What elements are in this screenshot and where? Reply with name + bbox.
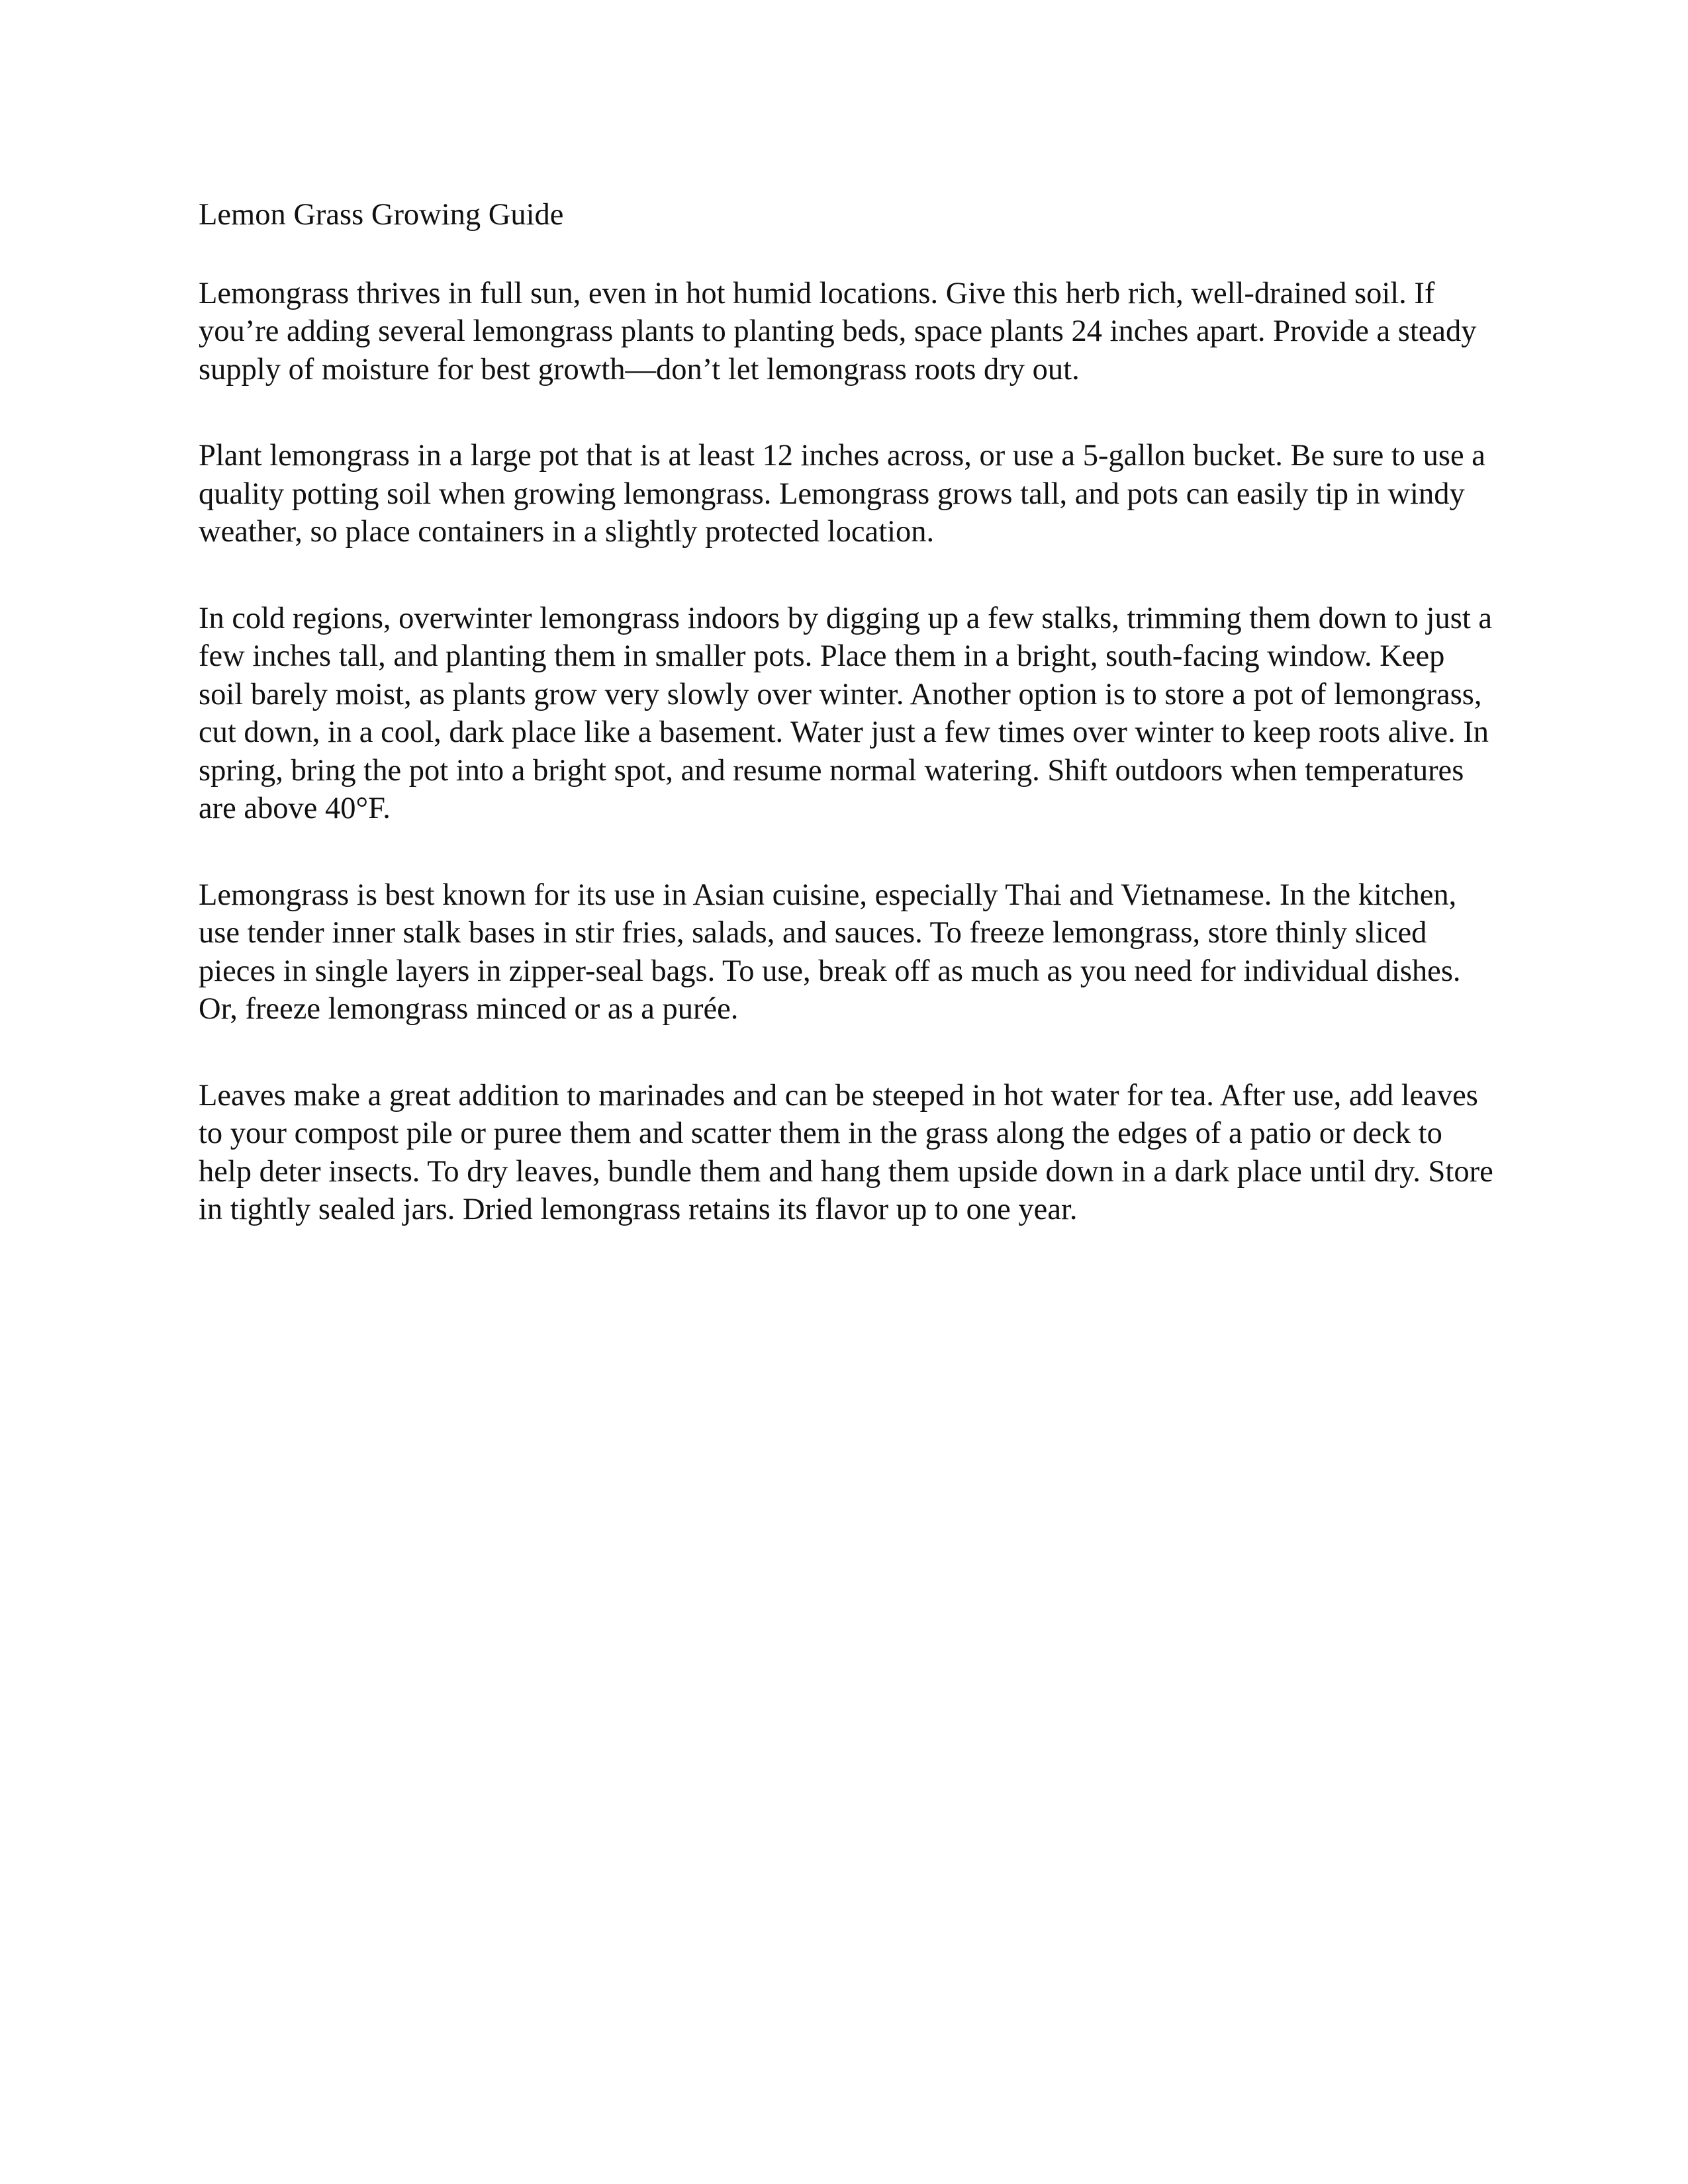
document-title: Lemon Grass Growing Guide [199,198,564,232]
paragraph-sun-and-soil: Lemongrass thrives in full sun, even in hot humid locations. Give this herb rich, well-drained soil. If you’re adding several lemongrass plants to planting beds, space plants 24 inches apart. Provide a steady supply of moisture for best growth—don’t let lemongrass roots dry out. [199,276,1477,387]
document-page [199,196,1496,1229]
paragraph-culinary-use: Lemongrass is best known for its use in Asian cuisine, especially Thai and Vietnamese. In the kitchen, use tender inner stalk bases in stir fries, salads, and sauces. To freeze lemongrass, store thinly sliced pieces in single layers in zipper-seal bags. To use, break off as much as you need for individual dishes. Or, freeze lemongrass minced or as a purée. [199,878,1461,1026]
paragraph-overwintering: In cold regions, overwinter lemongrass indoors by digging up a few stalks, trimming them down to just a few inches tall, and planting them in smaller pots. Place them in a bright, south-facing window. Keep soil barely moist, as plants grow very slowly over winter. Another option is to store a pot of lemongrass, cut down, in a cool, dark place like a basement. Water just a few times over winter to keep roots alive. In spring, bring the pot into a bright spot, and resume normal watering. Shift outdoors when temperatures are above 40°F. [199,601,1492,825]
paragraph-leaves-use: Leaves make a great addition to marinades and can be steeped in hot water for tea. After use, add leaves to your compost pile or puree them and scatter them in the grass along the edges of a patio or deck to help deter insects. To dry leaves, bundle them and hang them upside down in a dark place until dry. Store in tightly sealed jars. Dried lemongrass retains its flavor up to one year. [199,1078,1493,1226]
paragraph-container-growing: Plant lemongrass in a large pot that is at least 12 inches across, or use a 5-gallon bucket. Be sure to use a quality potting soil when growing lemongrass. Lemongrass grows tall, and pots can easily tip in windy weather, so place containers in a slightly protected location. [199,439,1485,549]
